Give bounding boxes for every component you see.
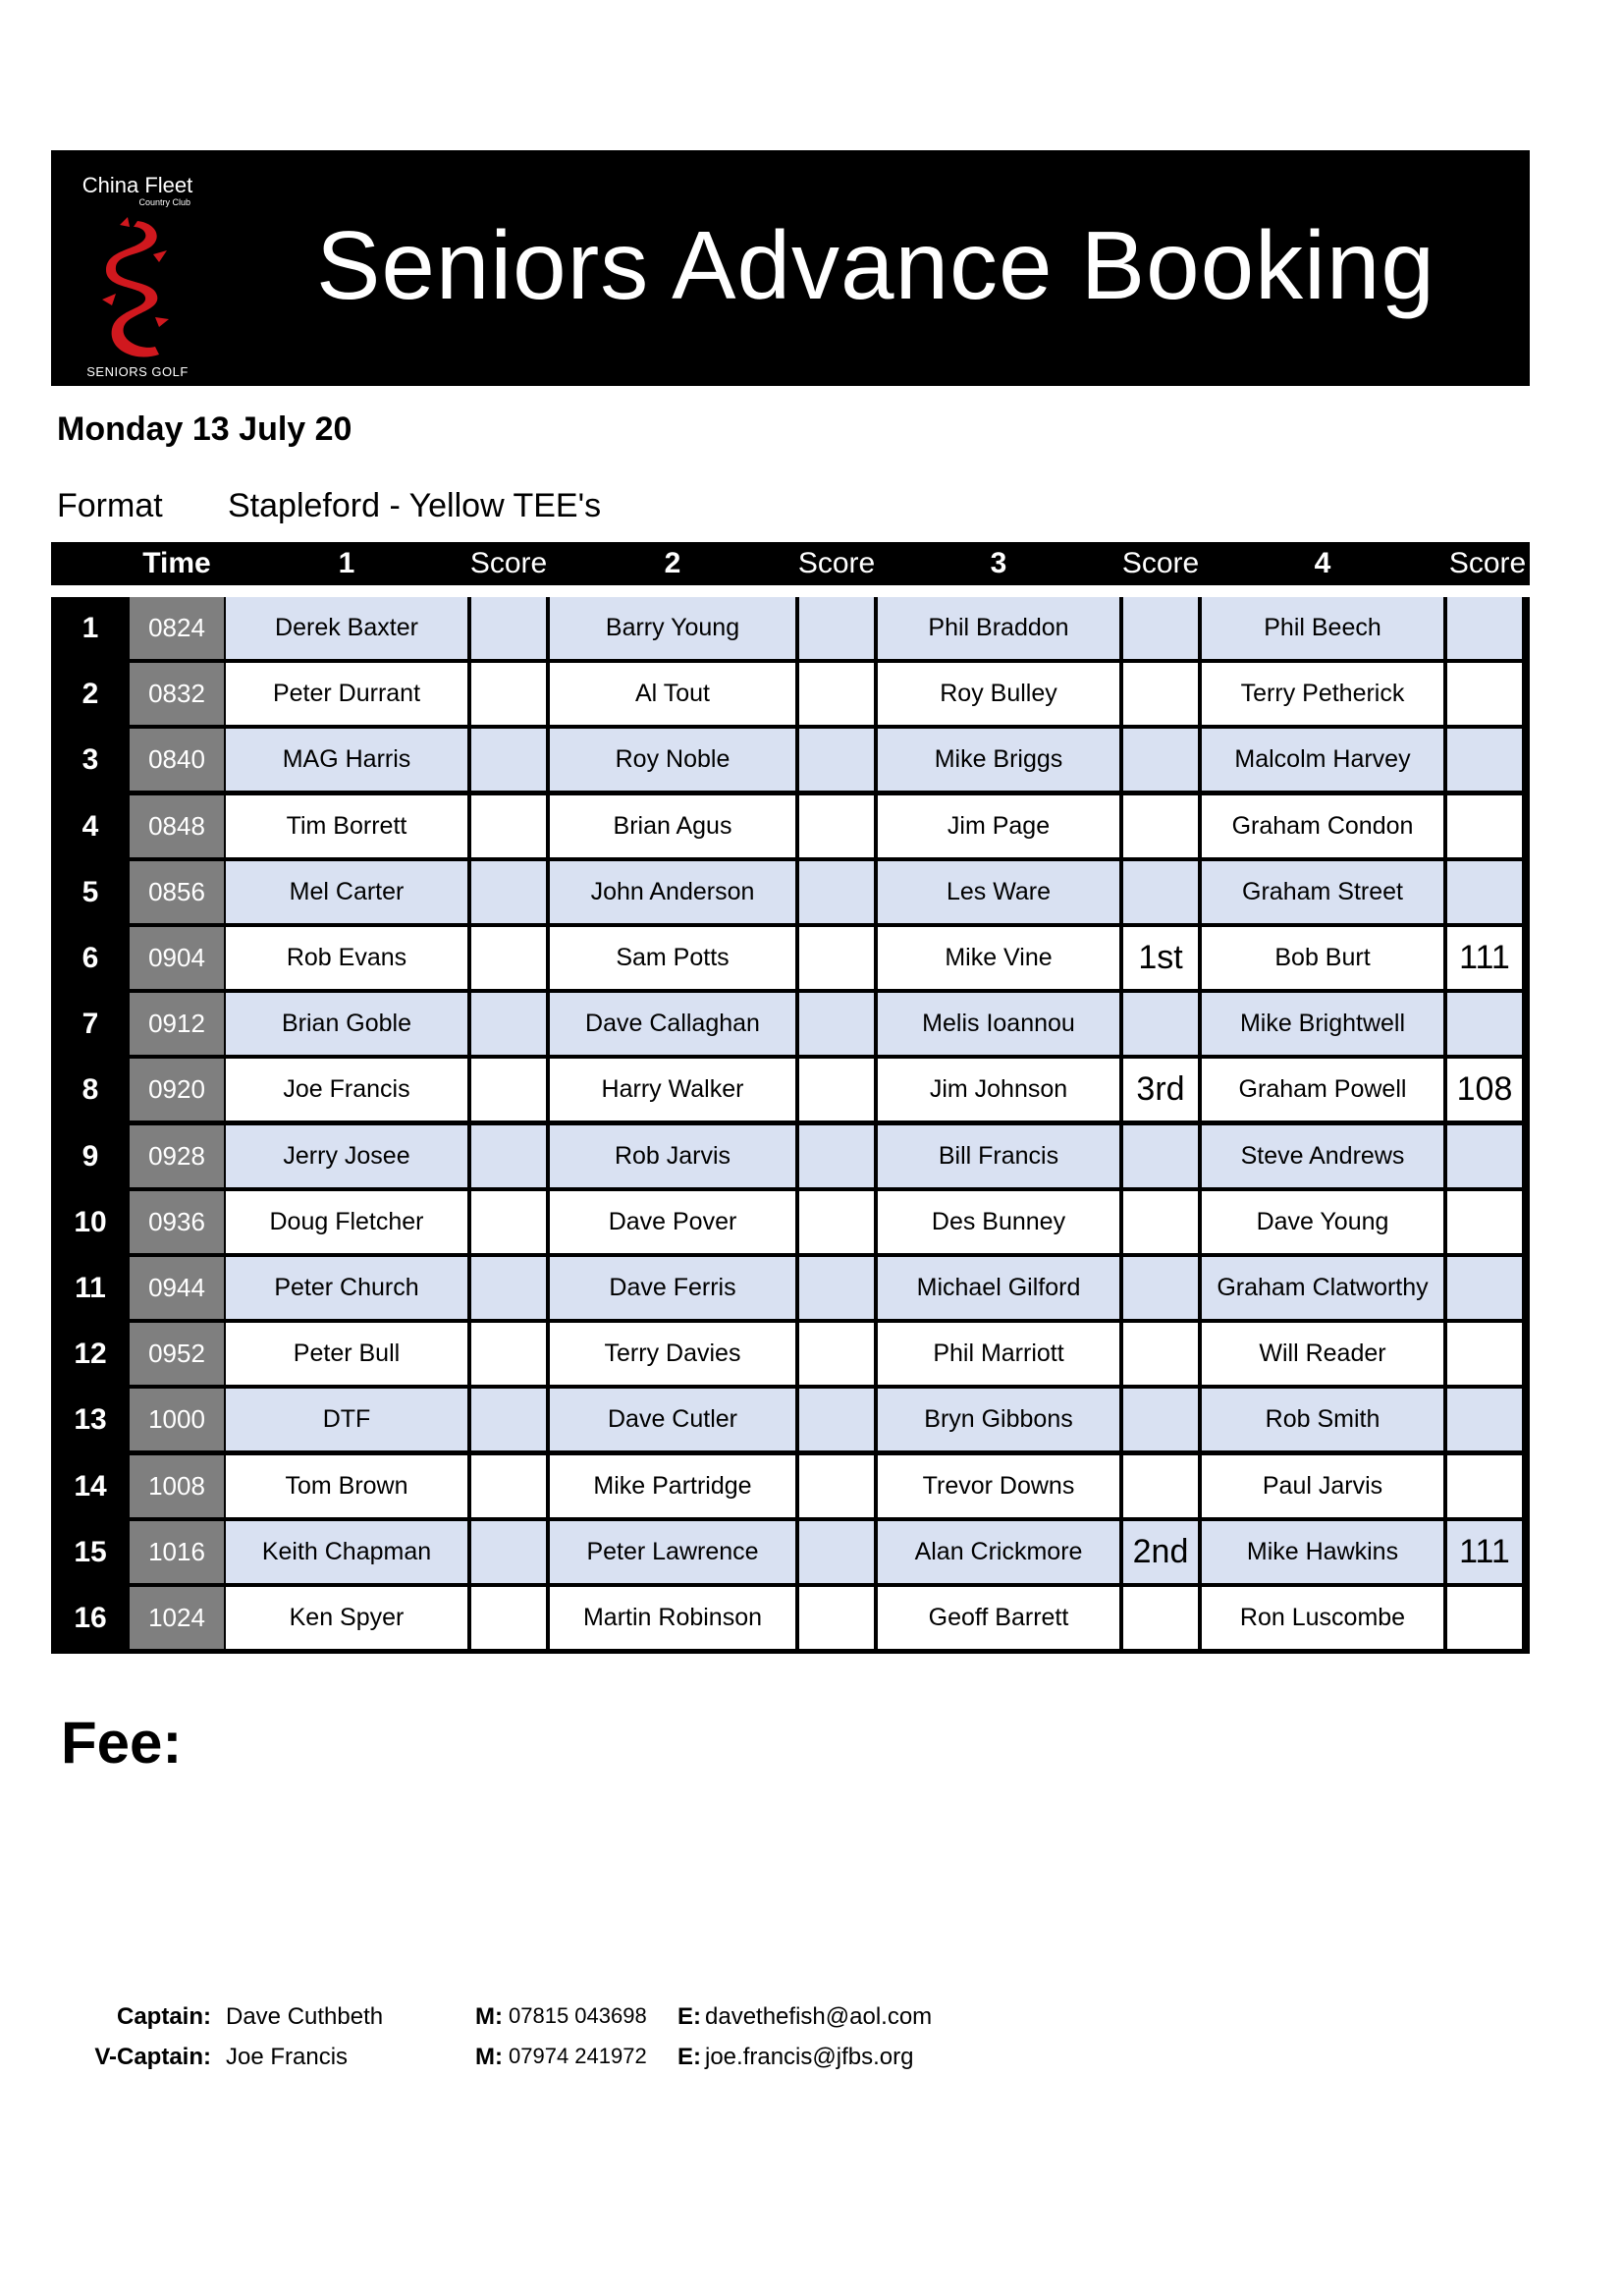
player-cell: Mike Vine [878,927,1119,989]
player-cell: Mel Carter [226,861,467,923]
captain-email[interactable]: davethefish@aol.com [705,2003,933,2030]
score-cell [471,1521,546,1583]
row-number: 4 [51,795,130,857]
score-cell [471,1191,546,1253]
score-cell [1123,1257,1198,1319]
score-cell [1447,729,1522,791]
player-cell: Sam Potts [550,927,795,989]
header-score-2: Score [797,547,876,579]
score-cell [799,1521,874,1583]
header-time: Time [142,547,211,579]
score-cell [1123,597,1198,659]
captain-role: Captain: [117,2003,211,2030]
score-cell [799,861,874,923]
score-cell [799,1125,874,1187]
player-cell: Rob Evans [226,927,467,989]
tee-time: 0848 [130,795,224,857]
player-cell: Bill Francis [878,1125,1119,1187]
header-group-4: 4 [1314,547,1331,579]
score-cell: 111 [1447,927,1522,989]
row-number: 11 [51,1257,130,1319]
tee-time: 0904 [130,927,224,989]
tee-time: 0936 [130,1191,224,1253]
vice-captain-email[interactable]: joe.francis@jfbs.org [705,2044,914,2070]
player-cell: Martin Robinson [550,1587,795,1649]
score-cell [471,993,546,1055]
header-group-3: 3 [990,547,1007,579]
row-number: 2 [51,663,130,725]
player-cell: Des Bunney [878,1191,1119,1253]
row-number: 1 [51,597,130,659]
player-cell: Keith Chapman [226,1521,467,1583]
player-cell: Michael Gilford [878,1257,1119,1319]
row-number: 12 [51,1323,130,1385]
player-cell: Mike Brightwell [1202,993,1443,1055]
score-cell [471,927,546,989]
score-cell [1123,729,1198,791]
score-cell [471,1389,546,1450]
score-cell: 3rd [1123,1059,1198,1121]
player-cell: Terry Davies [550,1323,795,1385]
player-cell: Dave Pover [550,1191,795,1253]
player-cell: Derek Baxter [226,597,467,659]
score-cell [1447,1389,1522,1450]
event-date: Monday 13 July 20 [57,410,352,448]
score-cell [799,927,874,989]
score-cell [1447,1455,1522,1517]
row-number: 10 [51,1191,130,1253]
score-cell [799,1257,874,1319]
player-cell: Graham Clatworthy [1202,1257,1443,1319]
score-cell [471,663,546,725]
player-cell: Bryn Gibbons [878,1389,1119,1450]
player-cell: Malcolm Harvey [1202,729,1443,791]
header-score-3: Score [1121,547,1200,579]
player-cell: Tim Borrett [226,795,467,857]
player-cell: Terry Petherick [1202,663,1443,725]
score-cell [799,663,874,725]
player-cell: Rob Jarvis [550,1125,795,1187]
score-cell [1123,1323,1198,1385]
tee-time: 0928 [130,1125,224,1187]
table-row [51,663,1530,725]
table-row [51,861,1530,923]
vice-captain-name: Joe Francis [226,2044,349,2070]
tee-time: 0832 [130,663,224,725]
player-cell: Dave Ferris [550,1257,795,1319]
score-cell [799,729,874,791]
score-cell [1447,861,1522,923]
score-cell [1447,663,1522,725]
player-cell: Peter Church [226,1257,467,1319]
tee-time: 0912 [130,993,224,1055]
player-cell: Tom Brown [226,1455,467,1517]
header-group-2: 2 [664,547,681,579]
score-cell [1447,1587,1522,1649]
score-cell [1447,993,1522,1055]
player-cell: Dave Cutler [550,1389,795,1450]
score-cell [471,1257,546,1319]
score-cell: 1st [1123,927,1198,989]
score-cell [1447,597,1522,659]
score-cell [799,993,874,1055]
player-cell: Will Reader [1202,1323,1443,1385]
player-cell: Barry Young [550,597,795,659]
score-cell [471,1587,546,1649]
row-number: 15 [51,1521,130,1583]
format-label: Format [57,487,163,524]
vice-captain-email-label: E: [677,2044,701,2070]
score-cell [799,1323,874,1385]
table-row [51,729,1530,791]
table-row [51,1587,1530,1649]
score-cell: 2nd [1123,1521,1198,1583]
player-cell: Al Tout [550,663,795,725]
tee-time: 1008 [130,1455,224,1517]
player-cell: Steve Andrews [1202,1125,1443,1187]
score-cell [1123,663,1198,725]
row-number: 14 [51,1455,130,1517]
header-score-4: Score [1448,547,1527,579]
player-cell: Harry Walker [550,1059,795,1121]
table-row [51,927,1530,989]
score-cell [471,1323,546,1385]
score-cell [1447,795,1522,857]
player-cell: Paul Jarvis [1202,1455,1443,1517]
table-row [51,1455,1530,1517]
score-cell [1447,1257,1522,1319]
tee-time: 0824 [130,597,224,659]
table-row [51,1389,1530,1450]
tee-time: 0952 [130,1323,224,1385]
score-cell [471,1059,546,1121]
player-cell: Phil Marriott [878,1323,1119,1385]
row-number: 6 [51,927,130,989]
score-cell: 111 [1447,1521,1522,1583]
captain-name: Dave Cuthbeth [226,2003,384,2030]
score-cell [1123,1455,1198,1517]
player-cell: Graham Street [1202,861,1443,923]
score-cell [471,729,546,791]
table-row [51,597,1530,659]
score-cell [1123,993,1198,1055]
player-cell: Brian Goble [226,993,467,1055]
player-cell: Phil Braddon [878,597,1119,659]
score-cell [1123,861,1198,923]
page-title: Seniors Advance Booking [316,211,1435,319]
player-cell: Brian Agus [550,795,795,857]
player-cell: Les Ware [878,861,1119,923]
club-logo [69,160,206,379]
score-cell: 108 [1447,1059,1522,1121]
player-cell: Graham Condon [1202,795,1443,857]
header-group-1: 1 [338,547,355,579]
table-row [51,1257,1530,1319]
tee-time: 1016 [130,1521,224,1583]
score-cell [799,795,874,857]
score-cell [799,597,874,659]
player-cell: Jim Johnson [878,1059,1119,1121]
score-cell [1123,795,1198,857]
player-cell: Mike Hawkins [1202,1521,1443,1583]
player-cell: Ken Spyer [226,1587,467,1649]
score-cell [471,795,546,857]
player-cell: John Anderson [550,861,795,923]
tee-time: 1024 [130,1587,224,1649]
header-banner [51,150,1530,386]
player-cell: Peter Durrant [226,663,467,725]
score-cell [799,1389,874,1450]
player-cell: Phil Beech [1202,597,1443,659]
tee-time: 0840 [130,729,224,791]
tee-time: 0920 [130,1059,224,1121]
captain-mobile-label: M: [475,2003,503,2030]
tee-time: 1000 [130,1389,224,1450]
player-cell: MAG Harris [226,729,467,791]
score-cell [799,1455,874,1517]
booking-table [51,597,1530,1654]
score-cell [799,1059,874,1121]
tee-time: 0944 [130,1257,224,1319]
row-number: 13 [51,1389,130,1450]
player-cell: Doug Fletcher [226,1191,467,1253]
player-cell: Mike Partridge [550,1455,795,1517]
tee-time: 0856 [130,861,224,923]
player-cell: Geoff Barrett [878,1587,1119,1649]
fee-label: Fee: [61,1710,183,1776]
row-number: 8 [51,1059,130,1121]
score-cell [471,1455,546,1517]
score-cell [1123,1389,1198,1450]
row-number: 9 [51,1125,130,1187]
table-row [51,1125,1530,1187]
player-cell: Ron Luscombe [1202,1587,1443,1649]
table-header [51,542,1530,585]
score-cell [1123,1191,1198,1253]
logo-club-subtitle: Country Club [138,197,190,207]
vice-captain-role: V-Captain: [94,2044,211,2070]
score-cell [1123,1125,1198,1187]
row-number: 3 [51,729,130,791]
player-cell: Mike Briggs [878,729,1119,791]
table-row [51,1521,1530,1583]
table-row [51,1191,1530,1253]
table-row [51,1059,1530,1121]
score-cell [471,597,546,659]
player-cell: Melis Ioannou [878,993,1119,1055]
player-cell: Bob Burt [1202,927,1443,989]
player-cell: Trevor Downs [878,1455,1119,1517]
score-cell [471,861,546,923]
vice-captain-mobile-label: M: [475,2044,503,2070]
logo-seniors-golf: SENIORS GOLF [86,364,189,379]
score-cell [1123,1587,1198,1649]
vice-captain-mobile: 07974 241972 [509,2044,647,2068]
header-score-1: Score [469,547,548,579]
player-cell: Peter Bull [226,1323,467,1385]
dragon-icon [98,215,177,362]
table-row [51,795,1530,857]
player-cell: Rob Smith [1202,1389,1443,1450]
player-cell: Alan Crickmore [878,1521,1119,1583]
score-cell [799,1587,874,1649]
captain-email-label: E: [677,2003,701,2030]
score-cell [799,1191,874,1253]
player-cell: Dave Callaghan [550,993,795,1055]
score-cell [1447,1191,1522,1253]
row-number: 5 [51,861,130,923]
table-row [51,1323,1530,1385]
logo-club-name: China Fleet [81,173,193,197]
player-cell: Joe Francis [226,1059,467,1121]
score-cell [471,1125,546,1187]
player-cell: DTF [226,1389,467,1450]
player-cell: Peter Lawrence [550,1521,795,1583]
captain-mobile: 07815 043698 [509,2003,647,2028]
table-row [51,993,1530,1055]
player-cell: Roy Noble [550,729,795,791]
row-number: 16 [51,1587,130,1649]
row-number: 7 [51,993,130,1055]
score-cell [1447,1323,1522,1385]
player-cell: Jerry Josee [226,1125,467,1187]
score-cell [1447,1125,1522,1187]
player-cell: Roy Bulley [878,663,1119,725]
format-value: Stapleford - Yellow TEE's [228,487,602,524]
player-cell: Graham Powell [1202,1059,1443,1121]
player-cell: Jim Page [878,795,1119,857]
player-cell: Dave Young [1202,1191,1443,1253]
